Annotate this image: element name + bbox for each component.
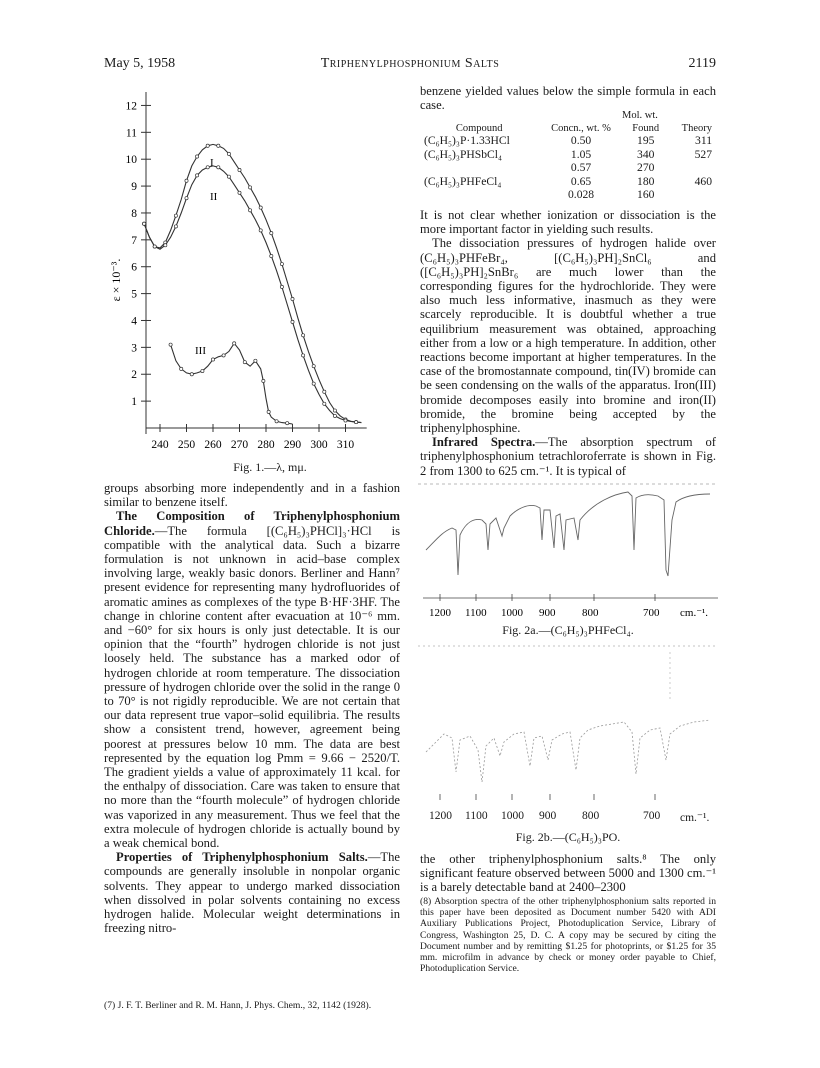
- tick-label: 700: [643, 607, 660, 619]
- curve-I: [144, 144, 361, 422]
- data-point: [280, 262, 283, 265]
- tick-label: 900: [539, 810, 557, 822]
- table-cell: 0.57: [570, 161, 592, 174]
- section-heading: The Composition of Triphenylphosphonium Chloride.: [104, 509, 400, 538]
- table-cell: 460: [694, 174, 712, 188]
- table-row: [420, 188, 716, 202]
- table-heading: Mol. wt.: [622, 110, 658, 121]
- table-cell: (C₆H₅)₃PHFeCl₄: [424, 174, 502, 188]
- y-tick-label: 7: [131, 234, 137, 247]
- section-heading: Properties of Triphenylphosphonium Salts.: [116, 850, 368, 865]
- table-cell: 160: [637, 188, 655, 201]
- table-row: [420, 174, 716, 188]
- data-point: [270, 254, 273, 257]
- data-point: [227, 175, 230, 178]
- figure-1-chart: [100, 80, 400, 470]
- data-point: [333, 414, 336, 417]
- data-point: [259, 229, 262, 232]
- data-point: [201, 369, 204, 372]
- data-point: [267, 410, 270, 413]
- tick-label: 800: [582, 810, 600, 822]
- table-cell: 340: [637, 147, 655, 161]
- table-cell: (C₆H₅)₃PHSbCl₄: [424, 147, 503, 161]
- table-row: [420, 147, 716, 161]
- data-point: [196, 174, 199, 177]
- tick-label: cm.⁻¹.: [680, 607, 709, 619]
- tick-label: cm.⁻¹.: [680, 812, 710, 824]
- curve-label-II: II: [210, 191, 218, 203]
- ir-trace-2a: [426, 492, 710, 576]
- y-tick-label: 5: [131, 288, 137, 301]
- data-point: [185, 179, 188, 182]
- data-point: [333, 409, 336, 412]
- data-point: [196, 155, 199, 158]
- figure-1-ylabel: ε × 10⁻³.: [109, 258, 123, 302]
- tick-label: 700: [643, 810, 661, 822]
- data-point: [206, 166, 209, 169]
- page-number: 2119: [688, 56, 716, 71]
- data-point: [270, 232, 273, 235]
- data-point: [190, 373, 193, 376]
- data-point: [238, 191, 241, 194]
- table-cell: 270: [637, 161, 655, 174]
- y-tick-label: 8: [131, 207, 137, 220]
- y-tick-label: 12: [125, 100, 137, 113]
- data-point: [174, 225, 177, 228]
- x-tick-label: 260: [204, 439, 222, 451]
- left-column: [104, 481, 400, 936]
- tick-label: 1000: [501, 607, 523, 619]
- right-column-body: [420, 208, 716, 478]
- data-point: [227, 152, 230, 155]
- column-header: Compound: [455, 122, 503, 134]
- data-point: [206, 144, 209, 147]
- table-cell: [668, 188, 716, 202]
- data-point: [355, 420, 358, 423]
- table-cell: 0.65: [570, 174, 592, 188]
- table-header-row: [420, 120, 716, 134]
- figure-2a-spectrum: [418, 480, 720, 625]
- data-point: [280, 285, 283, 288]
- paragraph: —The formula [(C₆H₅)₃PHCl]₃·HCl is compatible with the analytical data. Such a bizarre formulation is not unknown in acid–base complex involving large, weakly basic donors. Berliner and Hann⁷ present evidence for representing many hydrofluorides of aromatic amines as complexes of the type B·HF·3HF. The change in chlorine content after evacuation at 10⁻⁶ mm. and −60° for six hours is only just detectable. It is our opinion that the “fourth” hydrogen chloride is not just loosely held. The substance has a marked odor of hydrogen chloride at room temperature. The dissociation pressure of hydrogen chloride over the solid in the range 0 to 70° is not rigidly reproducible. We are not certain that our data represent true vapor–solid equilibria. The results show a consistent trend, however, agreement being poorest at pressures below 10 mm. The data are best represented by the equation log Pmm = 9.66 − 2520/T. The gradient yields a value of approximately 11 kcal. for the enthalpy of dissociation. Care was taken to ensure that no more than the “fourth molecule” of hydrogen chloride was vaporized in any measurement. Thus we feel that the extra molecule of hydrogen chloride is actually bound by a weak chemical bond.: [104, 523, 400, 851]
- ir-trace-2b: [426, 720, 710, 782]
- x-tick-label: 280: [257, 439, 275, 451]
- data-point: [249, 209, 252, 212]
- figure-2b-axis-labels: [418, 810, 720, 826]
- tick-label: 1200: [429, 607, 451, 619]
- table-cell: 0.028: [568, 188, 595, 201]
- data-point: [302, 334, 305, 337]
- figure-2a-caption: Fig. 2a.—(C₆H₅)₃PHFeCl₄.: [502, 623, 634, 637]
- y-tick-label: 11: [125, 127, 137, 140]
- x-tick-label: 240: [151, 439, 169, 451]
- curve-label-I: I: [210, 157, 214, 169]
- data-point: [233, 342, 236, 345]
- x-tick-label: 300: [310, 439, 328, 451]
- data-point: [169, 343, 172, 346]
- paragraph: the other triphenylphosphonium salts.⁸ The only significant feature observed between 5000 and 1300 cm.⁻¹ is a barely detectable band at 2400–2300: [420, 852, 716, 895]
- data-point: [249, 186, 252, 189]
- data-point: [153, 245, 156, 248]
- data-point: [312, 382, 315, 385]
- table-cell: 0.50: [570, 134, 592, 147]
- data-point: [217, 166, 220, 169]
- tick-label: 900: [539, 607, 556, 619]
- table-row: [420, 161, 716, 175]
- figure-2b-caption: Fig. 2b.—(C₆H₅)₃PO.: [515, 830, 621, 844]
- data-point: [243, 361, 246, 364]
- footnote-7: (7) J. F. T. Berliner and R. M. Hann, J. Phys. Chem., 32, 1142 (1928).: [104, 1000, 372, 1011]
- data-point: [275, 420, 278, 423]
- figure-2b-spectrum: [418, 642, 720, 800]
- x-tick-label: 310: [336, 439, 355, 451]
- data-point: [217, 144, 220, 147]
- data-point: [164, 244, 167, 247]
- table-cell: [420, 188, 538, 202]
- data-point: [238, 168, 241, 171]
- data-point: [222, 354, 225, 357]
- y-tick-label: 10: [125, 154, 137, 167]
- table-cell: 180: [637, 174, 655, 188]
- paragraph: —The absorption spectrum of triphenylphosphonium tetrachloroferrate is shown in Fig. 2 from 1300 to 625 cm.⁻¹. It is typical of: [420, 435, 716, 478]
- figure-1-caption: Fig. 1.—λ, mμ.: [233, 460, 307, 474]
- y-tick-label: 1: [131, 396, 137, 409]
- right-column-intro: benzene yielded values below the simple formula in each case.: [420, 84, 716, 113]
- y-tick-label: 6: [131, 261, 137, 274]
- curve-label-III: III: [195, 345, 206, 357]
- table-cell: 195: [637, 134, 655, 147]
- data-point: [254, 359, 257, 362]
- data-point: [185, 197, 188, 200]
- x-tick-label: 290: [283, 439, 302, 451]
- data-point: [180, 367, 183, 370]
- table-cell: 311: [695, 134, 712, 147]
- data-point: [291, 297, 294, 300]
- table-cell: (C₆H₅)₃P·1.33HCl: [424, 134, 510, 147]
- header-date: May 5, 1958: [104, 56, 176, 71]
- curve-III: [171, 343, 293, 424]
- y-tick-label: 4: [131, 315, 137, 328]
- running-title: Triphenylphosphonium Salts: [320, 56, 500, 71]
- table-cell: [668, 161, 716, 175]
- x-tick-label: 270: [230, 439, 249, 451]
- data-point: [291, 320, 294, 323]
- section-heading: Infrared Spectra.: [432, 435, 536, 450]
- paragraph: The dissociation pressures of hydrogen halide over (C₆H₅)₃PHFeBr₄, [(C₆H₅)₃PH]₂SnCl₆ and ([C₆H₅)₃PH]₂SnBr₆ are much lower than the corresponding figures for the hydrochloride. They were also much less informative, inasmuch as they were scarcely reproducible. It is doubtful whether a true equilibrium measurement was obtained, approaching either from a low or a high temperature. In addition, other reactions become important at higher temperatures. In the case of the bromostannate compound, tin(IV) bromide can be seen condensing on the walls of the apparatus. Iron(III) bromide decomposes easily into bromine and iron(II) bromide, the bromine being accepted by the triphenylphosphine.: [420, 236, 716, 436]
- data-point: [302, 354, 305, 357]
- tick-label: 800: [582, 607, 599, 619]
- y-tick-label: 2: [131, 369, 137, 382]
- tick-label: 1100: [465, 810, 488, 822]
- column-header: Found: [632, 122, 660, 134]
- tick-label: 1000: [501, 810, 524, 822]
- data-point: [312, 365, 315, 368]
- data-point: [211, 358, 214, 361]
- table-cell: 1.05: [570, 147, 592, 161]
- data-point: [323, 390, 326, 393]
- data-point: [262, 379, 265, 382]
- curve-II: [144, 166, 361, 423]
- y-tick-label: 3: [131, 342, 137, 355]
- paragraph: —The compounds are generally insoluble in nonpolar organic solvents. They appear to undergo marked dissociation when dissolved in polar solvents containing no excess hydrogen halide. Molecular weight determinations in freezing nitro-: [104, 850, 400, 936]
- data-point: [286, 422, 289, 425]
- footnote-8: (8) Absorption spectra of the other triphenylphosphonium salts reported in this paper have been deposited as Document number 5420 with ADI Auxiliary Publications Project, Photoduplication Service, Library of Congress, Washington 25, D. C. A copy may be secured by citing the Document number and by remitting $1.25 for photoprints, or $1.25 for 35 mm. microfilm in advance by check or money order payable to Chief, Photoduplication Service.: [420, 896, 716, 975]
- data-point: [344, 419, 347, 422]
- paragraph: It is not clear whether ionization or dissociation is the more important factor in yielding such results.: [420, 208, 716, 237]
- x-tick-label: 250: [177, 439, 196, 451]
- tick-label: 1200: [429, 810, 452, 822]
- table-cell: 527: [694, 147, 712, 161]
- table-row: [420, 134, 716, 148]
- data-point: [174, 214, 177, 217]
- tick-label: 1100: [465, 607, 487, 619]
- column-header: Theory: [681, 122, 712, 134]
- y-tick-label: 9: [131, 181, 137, 194]
- column-header: Concn., wt. %: [551, 122, 611, 134]
- data-point: [143, 222, 146, 225]
- data-point: [259, 206, 262, 209]
- paragraph: groups absorbing more independently and in a fashion similar to benzene itself.: [104, 481, 400, 510]
- data-point: [323, 402, 326, 405]
- table-cell: [420, 161, 538, 175]
